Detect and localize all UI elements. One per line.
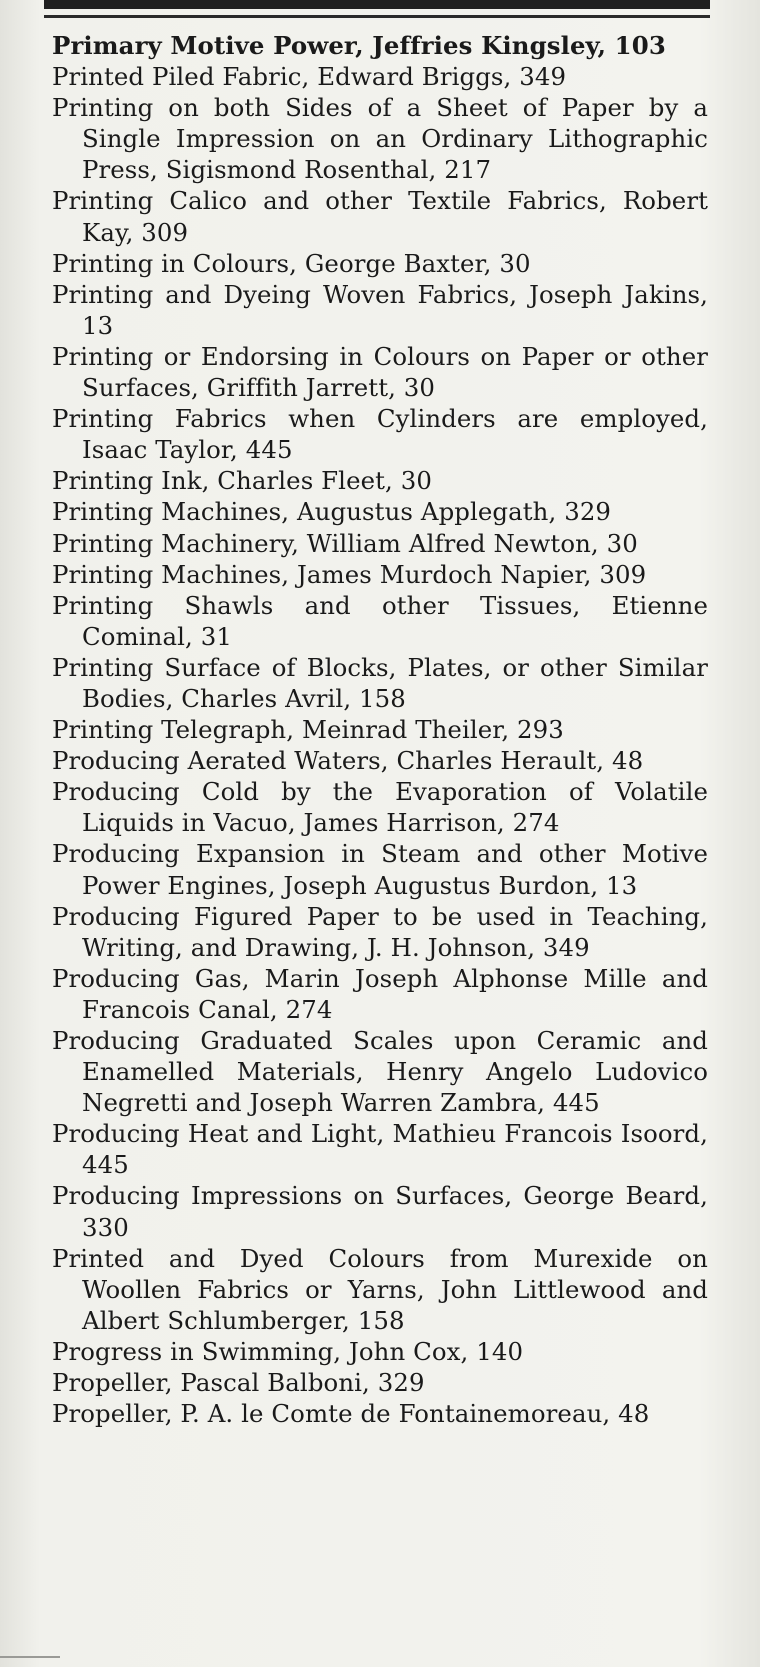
patent-index-list <box>52 30 708 1429</box>
index-entry: Propeller, P. A. le Comte de Fontainemoreau, 48 <box>52 1399 650 1429</box>
index-entry: Printing on both Sides of a Sheet of Paper by a Single Impression on an Ordinary Lithographic Press, Sigismond Rosenthal, 217 <box>52 93 708 185</box>
index-entry: Producing Gas, Marin Joseph Alphonse Mille and Francois Canal, 274 <box>52 963 708 1024</box>
index-entry: Printing Machinery, William Alfred Newton, 30 <box>52 528 638 558</box>
index-entry: Printing Shawls and other Tissues, Etienne Cominal, 31 <box>52 590 708 651</box>
index-entry: Printing Ink, Charles Fleet, 30 <box>52 466 432 496</box>
index-entry: Printed Piled Fabric, Edward Briggs, 349 <box>52 62 567 92</box>
index-entry: Producing Expansion in Steam and other Motive Power Engines, Joseph Augustus Burdon, 13 <box>52 839 708 900</box>
index-entry: Primary Motive Power, Jeffries Kingsley, 103 <box>52 31 666 60</box>
index-entry: Producing Impressions on Surfaces, George Beard, 330 <box>52 1181 708 1242</box>
top-double-rule-thin <box>44 15 710 18</box>
index-entry: Producing Heat and Light, Mathieu Francois Isoord, 445 <box>52 1119 708 1180</box>
index-entry: Printing Fabrics when Cylinders are employed, Isaac Taylor, 445 <box>52 404 708 465</box>
index-entry: Propeller, Pascal Balboni, 329 <box>52 1368 425 1398</box>
index-entry: Producing Figured Paper to be used in Teaching, Writing, and Drawing, J. H. Johnson, 349 <box>52 901 708 962</box>
index-entry: Printing in Colours, George Baxter, 30 <box>52 248 531 278</box>
index-entry: Printing and Dyeing Woven Fabrics, Joseph Jakins, 13 <box>52 279 708 340</box>
page-edge-mark <box>0 1656 60 1658</box>
index-entry: Printing Machines, Augustus Applegath, 329 <box>52 497 612 527</box>
index-entry: Printing Telegraph, Meinrad Theiler, 293 <box>52 715 564 745</box>
index-entry: Producing Aerated Waters, Charles Herault, 48 <box>52 746 644 776</box>
index-entry: Progress in Swimming, John Cox, 140 <box>52 1336 524 1366</box>
index-entry: Printed and Dyed Colours from Murexide on Woollen Fabrics or Yarns, John Littlewood and Albert Schlumberger, 158 <box>52 1243 708 1335</box>
index-entry: Producing Graduated Scales upon Ceramic and Enamelled Materials, Henry Angelo Ludovico Negretti and Joseph Warren Zambra, 445 <box>52 1026 708 1118</box>
index-entry: Producing Cold by the Evaporation of Volatile Liquids in Vacuo, James Harrison, 274 <box>52 777 708 838</box>
index-entry: Printing Surface of Blocks, Plates, or other Similar Bodies, Charles Avril, 158 <box>52 652 708 713</box>
index-entry: Printing Machines, James Murdoch Napier, 309 <box>52 559 647 589</box>
index-entry: Printing or Endorsing in Colours on Paper or other Surfaces, Griffith Jarrett, 30 <box>52 341 708 403</box>
top-double-rule-thick <box>44 0 710 9</box>
index-entry: Printing Calico and other Textile Fabrics, Robert Kay, 309 <box>52 186 708 247</box>
